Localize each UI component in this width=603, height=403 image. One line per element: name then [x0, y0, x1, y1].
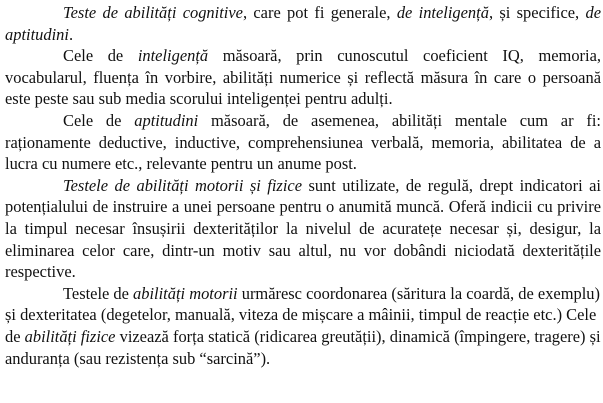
italic-term: abilități fizice — [24, 326, 116, 346]
text-run: , și specifice, — [488, 3, 586, 22]
paragraph-motor-abilities — [5, 283, 601, 369]
text-run: sunt utilizate, de regulă, drept indicatori ai potențialului de instruire a unei persoane pentru o anumită muncă. Oferă indicii cu privire la timpul necesar însușirii dexterităților la nivelul de acuratețe necesar și, desigur, la eliminarea celor care, dintr-un motiv sau altul, nu vor dobândi niciodată dexteritățile respective. — [5, 175, 601, 282]
text-run: Testele de — [63, 283, 134, 303]
text-run: măsoară, de asemenea, abilități mentale cum ar fi: raționamente deductive, inductive, comprehensiunea verbală, memoria, abilitatea de a lucra cu numere etc., relevante pentru un anume post. — [5, 110, 601, 174]
italic-term: aptitudini — [134, 110, 199, 130]
text-run: Cele de — [63, 46, 138, 66]
italic-term: de aptitudini — [5, 3, 601, 44]
italic-term: Testele de abilități motorii și fizice — [63, 175, 302, 195]
text-run: vizează forța statică (ridicarea greutății), dinamică (împingere, tragere) și anduranța (sau rezistența sub “sarcină”). — [5, 326, 601, 368]
text-run: , care pot fi generale, — [242, 3, 397, 22]
paragraph-intelligence — [5, 45, 601, 110]
paragraph-aptitudes — [5, 110, 601, 175]
italic-term: de inteligență — [396, 3, 489, 22]
text-run: măsoară, prin cunoscutul coeficient IQ, memoria, vocabularul, fluența în vorbire, abilități numerice și reflectă măsura în care o persoană este peste sau sub media scorului inteligenței pentru adulți. — [5, 46, 601, 109]
text-run: . — [68, 24, 74, 44]
italic-term: Teste de abilități cognitive — [63, 3, 243, 22]
paragraph-motor-physical-tests — [5, 175, 601, 283]
paragraph-cognitive-tests — [5, 2, 601, 45]
text-run: Cele de — [63, 110, 135, 130]
italic-term: abilități motorii — [133, 283, 238, 303]
italic-term: inteligență — [137, 46, 209, 66]
text-run: urmăresc coordonarea (săritura la coardă, de exemplu) și dexteritatea (degetelor, manuală, viteza de mișcare a mâinii, timpul de reacție etc.) Cele de — [5, 283, 600, 346]
